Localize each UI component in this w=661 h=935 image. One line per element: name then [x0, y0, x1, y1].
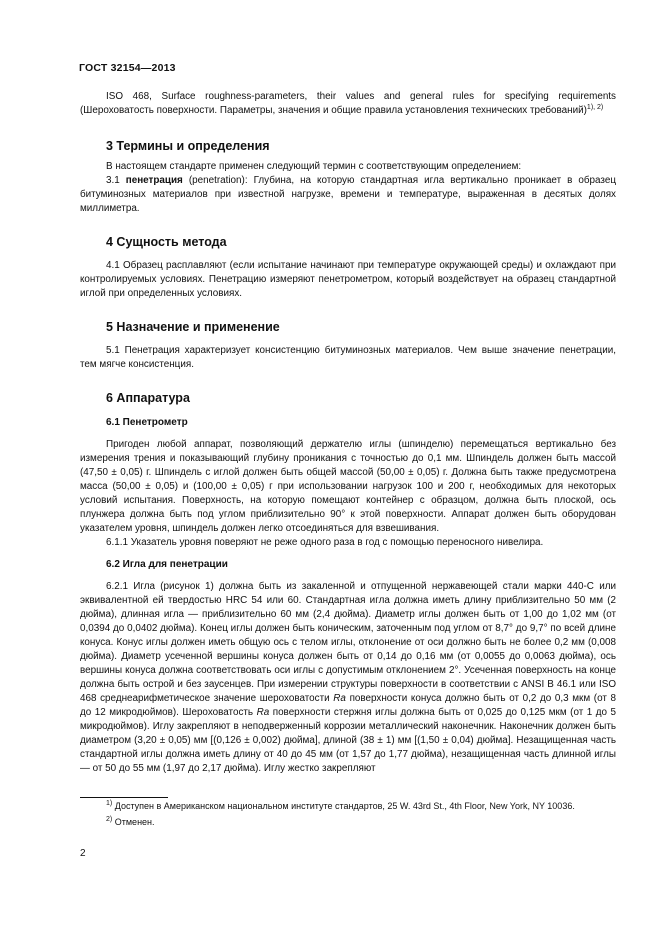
definition-3-1: [80, 174, 616, 216]
reference-text: ISO 468, Surface roughness-parameters, their values and general rules for specifying requirements (Шероховатость поверхности. Параметры, значения и общие правила установления технических требований): [80, 91, 616, 116]
section-6-2-heading: 6.2 Игла для пенетрации: [106, 559, 228, 570]
needle-spec-part-a: 6.2.1 Игла (рисунок 1) должна быть из закаленной и отпущенной нержавеющей стали марки 440-С или эквивалентной ей твердостью HRC 54 или 60. Стандартная игла должна иметь длину приблизительно 50 мм (2 дюйма), длинная игла — приблизительно 60 мм (2,4 дюйма). Диаметр иглы должен быть от 1,00 до 1,02 мм (от 0,0394 до 0,0402 дюйма). Конец иглы должен быть коническим, заточенным под углом от 8,7° до 9,7° по всей длине конуса. Конус иглы должен иметь общую ось с телом иглы, отклонение от оси должно быть не более 0,2 мм (0,008 дюйма). Диаметр усеченной вершины конуса должен быть от 0,14 до 0,16 мм (от 0,0055 до 0,0063 дюйма), ось вершины конуса должна соответствовать оси иглы с допустимым отклонением 2°. Усеченная поверхность на конце должна быть острой и без заусенцев. При измерении структуры поверхности в соответствии с ANSI В 46.1 или ISO 468 среднеарифметическое значение шероховатости: [80, 581, 616, 704]
section-6-2-1-text: [80, 580, 616, 776]
section-5-1-text: 5.1 Пенетрация характеризует консистенцию битуминозных материалов. Чем выше значение пенетрации, тем мягче консистенция.: [80, 345, 616, 370]
document-header: ГОСТ 32154—2013: [79, 62, 176, 74]
page-number: 2: [80, 848, 86, 859]
section-6-1-1-text: 6.1.1 Указатель уровня поверяют не реже одного раза в год с помощью переносного нивелира.: [106, 537, 544, 548]
footnote-separator: [80, 797, 168, 798]
section-3-intro: В настоящем стандарте применен следующий термин с соответствующим определением:: [106, 161, 522, 172]
ra-symbol: Ra: [256, 707, 270, 718]
section-3-heading: 3 Термины и определения: [106, 139, 270, 153]
ra-symbol: Ra: [333, 693, 346, 704]
section-6-1-heading: 6.1 Пенетрометр: [106, 417, 188, 428]
reference-paragraph: [80, 90, 616, 118]
section-4-heading: 4 Сущность метода: [106, 235, 227, 249]
footnote-1: [80, 800, 616, 813]
reference-footnote-marks: 1), 2): [586, 104, 604, 111]
footnote-1-text: Доступен в Американском национальном институте стандартов, 25 W. 43rd St., 4th Floor, New York, NY 10036.: [114, 801, 575, 811]
footnote-1-mark: 1): [106, 800, 113, 807]
footnote-2-text: Отменен.: [114, 816, 155, 827]
definition-term: пенетрация: [125, 175, 183, 186]
footnotes: [80, 800, 616, 828]
definition-number: 3.1: [106, 175, 120, 186]
footnote-2: [80, 816, 616, 829]
document-body: [80, 90, 616, 776]
needle-spec-part-b: поверхности конуса должно быть от 0,2 до 0,3 мкм (от 8 до 12 микродюймов). Шероховатость: [80, 693, 616, 718]
needle-spec-part-c: поверхности стержня иглы должна быть от 0,025 до 0,125 мкм (от 1 до 5 микродюймов). Иглу закрепляют в неподверженный коррозии металлический наконечник. Наконечник должен быть диаметром (3,20 ± 0,05) мм [(0,126 ± 0,002) дюйма], длиной (38 ± 1) мм [(1,50 ± 0,04) дюйма]. Незащищенная часть стандартной иглы должна иметь длину от 40 до 45 мм (от 1,57 до 1,77 дюйма), незащищенная часть длинной иглы — от 50 до 55 мм (1,97 до 2,17 дюйма). Иглу жестко закрепляют: [80, 707, 617, 774]
footnote-2-mark: 2): [106, 815, 113, 823]
definition-text: (penetration): Глубина, на которую стандартная игла вертикально проникает в образец битуминозных материалов при известной нагрузке, времени и температуре, выраженная в десятых долях миллиметра.: [80, 175, 616, 214]
section-5-heading: 5 Назначение и применение: [106, 320, 280, 334]
section-6-heading: 6 Аппаратура: [106, 391, 190, 405]
section-4-1-text: 4.1 Образец расплавляют (если испытание начинают при температуре окружающей среды) и охлаждают при контролируемых условиях. Пенетрацию измеряют пенетрометром, который воздействует на образец стандартной иглой при определенных условиях.: [80, 260, 616, 299]
section-6-1-text: Пригоден любой аппарат, позволяющий держателю иглы (шпинделю) перемещаться вертикально без измерения трения и показывающий глубину проникания с точностью до 0,1 мм. Шпиндель должен быть массой (47,50 ± 0,05) г. Шпиндель с иглой должен быть общей массой (50,00 ± 0,05) г. Должна быть также предусмотрена масса (50,00 ± 0,05) и (100,00 ± 0,05) г при использовании нагрузок 100 и 200 г, необходимых для некоторых условий испытания. Поверхность, на которую помещают контейнер с образцом, должна быть плоской, ось плунжера должна быть под углом приблизительно 90° к этой поверхности. Аппарат должен быть оборудован указателем уровня, шпиндель должен легко отсоединяться для взвешивания.: [80, 439, 616, 534]
